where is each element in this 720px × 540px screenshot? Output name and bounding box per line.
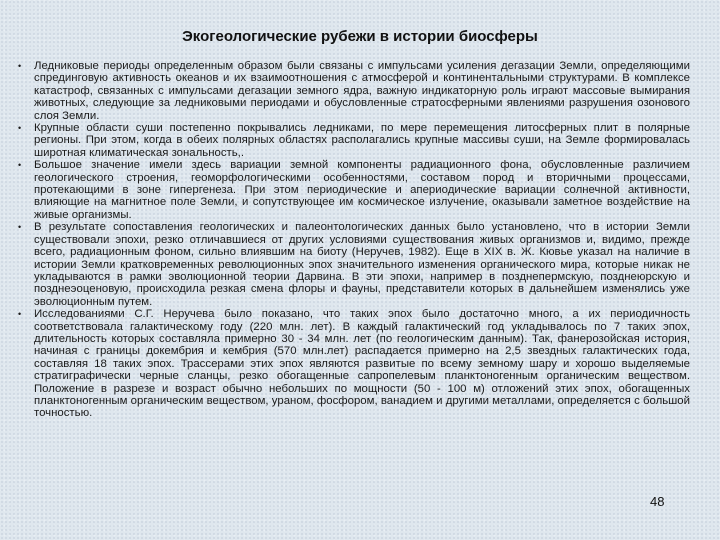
bullet-text: Большое значение имели здесь вариации земной компоненты радиационного фона, обусловленные различием геологического строения, геоморфологическими особенностями, составом пород и вторичными процессами, протекающими в зоне гипергенеза. При этом периодические и апериодические вариации солнечной активности, влияющие на магнитное поле Земли, и сопутствующее им космическое излучение, оказывали заметное воздействие на живые организмы. (34, 159, 690, 221)
bullet-item (14, 60, 690, 122)
bullet-text: Ледниковые периоды определенным образом были связаны с импульсами усиления дегазации Земли, определяющими спрединговую активность океанов и их взаимоотношения с атмосферой и континентальными структурами. В комплексе катастроф, связанных с импульсами дегазации земного ядра, важную индикаторную роль играют массовые вымирания животных, следующие за ледниковыми периодами и обусловленные стратосферными явлениями разрушения озонового слоя Земли. (34, 60, 690, 122)
slide-title: Экогеологические рубежи в истории биосферы (182, 28, 538, 45)
bullet-list (14, 60, 690, 420)
bullet-icon: • (18, 160, 22, 171)
bullet-item (14, 122, 690, 159)
bullet-text: Крупные области суши постепенно покрывались ледниками, по мере перемещения литосферных плит в полярные регионы. При этом, когда в обеих полярных областях располагались крупные массивы суши, на Земле формировалась широтная климатическая зональность,. (34, 122, 690, 159)
bullet-text: В результате сопоставления геологических и палеонтологических данных было установлено, что в истории Земли существовали эпохи, резко отличавшиеся от других условиями существования живых организмов и, видимо, прежде всего, радиационным фоном, сильно влиявшим на биоту (Неручев, 1982). Еще в XIX в. Ж. Кювье указал на наличие в истории Земли кратковременных революционных эпох значительного изменения органического мира, которые никак не укладываются в рамки эволюционной теории Дарвина. В эти эпохи, например в позднепермскую, позднеюрскую и позднеэоценовую, происходила резкая смена флоры и фауны, представители которых в дальнейшем изменялись уже эволюционным путем. (34, 221, 690, 308)
bullet-icon: • (18, 61, 22, 71)
bullet-icon: • (18, 123, 22, 134)
bullet-item (14, 221, 690, 308)
page-number: 48 (650, 494, 665, 509)
bullet-text: Исследованиями С.Г. Неручева было показано, что таких эпох было достаточно много, а их периодичность соответствовала галактическому году (220 млн. лет). В каждый галактический год укладывалось по 7 таких эпох, длительность которых составляла примерно 30 - 34 млн. лет (по геологическим данным). Так, фанерозойская история, начиная с границы докембрия и кембрия (570 млн.лет) распадается примерно на 2,5 звездных галактических года, составляя 18 таких эпох. Трассерами этих эпох являются развитые по всему земному шару и хорошо выделяемые стратиграфически черные сланцы, резко обогащенные сапропелевым планктоногенным органическим веществом. Положение в разрезе и возраст обычно небольших по мощности (50 - 100 м) отложений этих эпох, обогащенных планктоногенным органическим веществом, ураном, фосфором, ванадием и другими металлами, определяется с большой точностью. (34, 308, 690, 420)
bullet-item (14, 308, 690, 420)
bullet-item (14, 159, 690, 221)
bullet-icon: • (18, 222, 22, 233)
bullet-icon: • (18, 309, 22, 320)
